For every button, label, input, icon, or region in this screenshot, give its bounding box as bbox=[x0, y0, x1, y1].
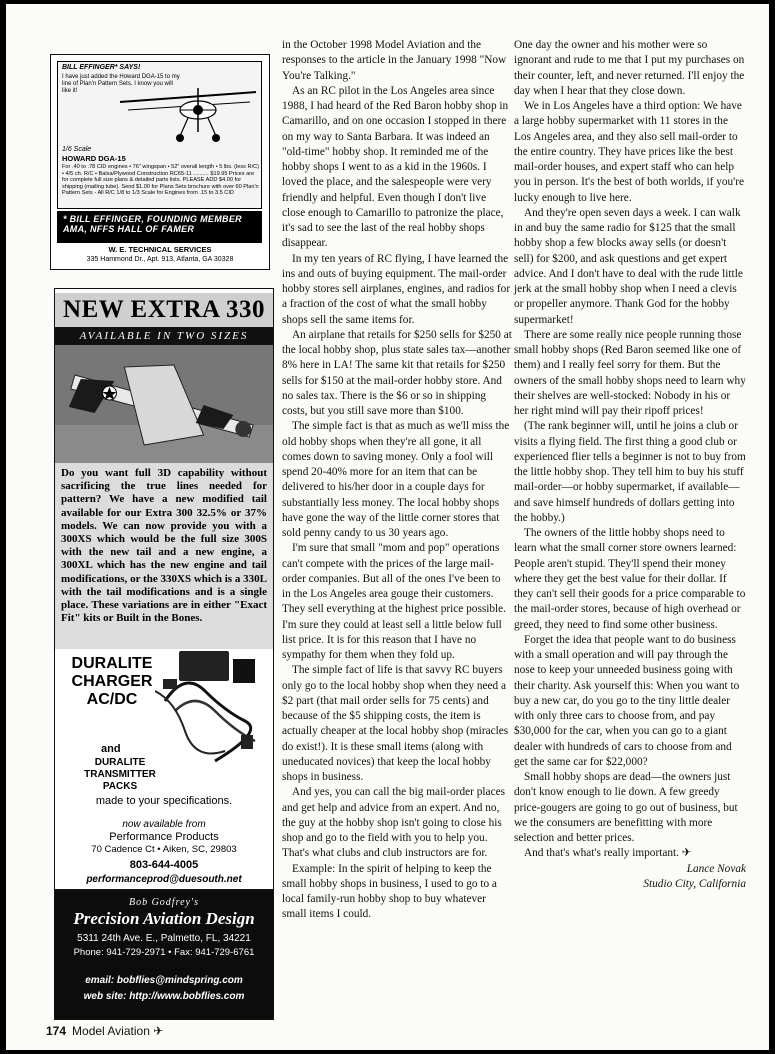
article-column-1 bbox=[282, 38, 512, 1006]
effinger-ad-panel bbox=[57, 61, 262, 209]
tx-line-2: TRANSMITTER bbox=[84, 769, 156, 780]
article-paragraph: As an RC pilot in the Los Angeles area since 1988, I had heard of the Red Baron hobby shop in Camarillo, and on one occasion I stopped in there on my way to Santa Barbara. It was indeed an "old-time" hobby shop. It reminded me of the hobby shops I went to as a kid in the 1960s. I loved the place, and the salespeople were very friendly and helpful. Even though I don't live close enough to Camarillo to patronize the place, it's sad to see the last of the real hobby shops disappear. bbox=[282, 84, 509, 250]
article-paragraph: (The rank beginner will, until he joins a club or visits a flying field. The first thing a good club or experienced flier tells a beginner is not to buy from the little hobby shop. They tell him to buy his stuff mail-order—or hobby supermarket, if available—and save himself hundreds of dollars getting into the hobby.) bbox=[514, 420, 746, 524]
godfrey-address: 5311 24th Ave. E., Palmetto, FL, 34221 bbox=[77, 933, 251, 944]
performance-address: 70 Cadence Ct • Aiken, SC, 29803 bbox=[91, 844, 237, 855]
performance-email: performanceprod@duesouth.net bbox=[86, 874, 242, 885]
extra-330-ad bbox=[54, 288, 274, 890]
godfrey-title: Precision Aviation Design bbox=[73, 909, 255, 928]
article-paragraph: There are some really nice people running those small hobby shops (Red Baron seemed like one of them) and I really feel sorry for them. But the owners of the small hobby shops need to learn why their shelves are well-stocked: Nobody in his or her right mind will pay their ripoff prices! bbox=[514, 328, 746, 417]
transmitter-packs-heading bbox=[75, 757, 165, 793]
effinger-header: BILL EFFINGER* SAYS! bbox=[62, 64, 141, 71]
author-name: Lance Novak bbox=[686, 862, 746, 875]
article-paragraph: Forget the idea that people want to do business with a small operation and will pay through the nose to keep your unneeded business going with their charity. Ask yourself this: When you want to buy a new car, do you go to the tiny little dealer with only three cars to choose from, and pay $30,000 for the car, when you can go to a giant dealer with hundreds of cars to choose from and get the same car for $22,000? bbox=[514, 633, 740, 768]
effinger-specs: For .40 to .78 CID engines • 76" wingspan • 52" overall length • 5 lbs. (less R/C) • 4/5 ch. R/C • Balsa/Plywood Construction RC65-11 .......... $19.95 Prices are for complete full size plans & detailed parts lists. PLEASE ADD $4.00 for shipping (mailing tube). Send $1.00 for Plans Sets brochure with over 60 Plan'n Pattern Sets - All R/C 1/8 to 1/3 Scale for Engines from .15 to 3.5 CID bbox=[62, 164, 260, 197]
effinger-ad bbox=[50, 54, 270, 270]
tx-line-1: DURALITE bbox=[94, 757, 146, 768]
article-paragraph: An airplane that retails for $250 sells for $250 at the local hobby shop, plus state sales tax—another 8% here in LA! The same kit that retails for $250 sells for $150 at the mail-order hobby store. And no sales tax. There is the $6 or so in shipping costs, but you still save more than $100. bbox=[282, 328, 512, 417]
godfrey-email: email: bobflies@mindspring.com bbox=[85, 975, 243, 986]
article-paragraph: Example: In the spirit of helping to keep the small hobby shops in business, I used to go to a local family-run hobby shop to buy whatever small items I could. bbox=[282, 862, 497, 921]
godfrey-name: Bob Godfrey's bbox=[128, 897, 200, 908]
duralite-line-1: DURALITE bbox=[71, 655, 153, 672]
article-paragraph: in the October 1998 Model Aviation and the responses to the article in the January 1998 "Now You're Talking." bbox=[282, 39, 507, 82]
effinger-band: * BILL EFFINGER, FOUNDING MEMBER AMA, NFFS HALL OF FAMER bbox=[57, 211, 262, 243]
article-paragraph: And yes, you can call the big mail-order places and get help and advice from an expert. And no, the guy at the hobby shop isn't going to close his shop and go to the field with you to help you. That's what clubs and club instructors are for. bbox=[282, 786, 505, 860]
charger-photo bbox=[155, 651, 273, 771]
article-paragraph: One day the owner and his mother were so ignorant and rude to me that I put my purchases on their counter, left, and never returned. I'll enjoy the day when I hear that they close down. bbox=[514, 39, 745, 97]
article-paragraph: And they're open seven days a week. I can walk in and buy the same radio for $125 that the small hobby shop a few blocks away sells (or doesn't sell) for $200, and ask questions and get expert advice. And I don't have to deal with the rude little jerk at the small hobby shop when I need a clevis or propeller anymore. Thank God for the hobby supermarket! bbox=[514, 206, 743, 326]
godfrey-phone: Phone: 941-729-2971 • Fax: 941-729-6761 bbox=[73, 947, 255, 958]
duralite-charger-heading bbox=[63, 655, 161, 709]
performance-phone: 803-644-4005 bbox=[129, 859, 199, 871]
duralite-line-2: CHARGER bbox=[71, 673, 153, 690]
magazine-name: Model Aviation ✈ bbox=[72, 1024, 164, 1038]
article-paragraph: I'm sure that small "mom and pop" operations can't compete with the prices of the large mail-order companies. But all of the ones I've been to in the Los Angeles area gouge their customers. They sell everything at the highest price possible. I'm sure they could at least sell a little below full list price. It is for this reason that I have no sympathy for them when they fold up. bbox=[282, 542, 506, 661]
extra-ad-subtitle: AVAILABLE IN TWO SIZES bbox=[55, 327, 273, 345]
author-location: Studio City, California bbox=[643, 877, 746, 890]
magazine-page bbox=[6, 4, 769, 1050]
now-available: now available from bbox=[122, 819, 206, 830]
article-paragraph: The simple fact of life is that savvy RC buyers only go to the local hobby shop when they need a $2 part (that mail order sells for 75 cents) and because of the $5 shipping costs, the item is actually cheaper at the local hobby shop (miracles do exist!). It is these small items (along with uneducated novices) that keep the local hobby shops in business. bbox=[282, 664, 509, 783]
article-paragraph: The owners of the little hobby shops need to learn what the small corner store owners learned: People aren't stupid. They'll spend their money where they get the best value for their dollar. If they can't sell their goods for a price comparable to the mail-order stores, because of high overhead or greed, they need to find some other business. bbox=[514, 527, 746, 631]
godfrey-ad bbox=[54, 890, 274, 1020]
performance-products: Performance Products bbox=[109, 831, 219, 843]
article-paragraph: Small hobby shops are dead—the owners just don't know enough to lie down. A few greedy price-gougers are going to go out of business, but we the consumers are benefitting with more selection and better prices. bbox=[514, 771, 738, 844]
page-number: 174 bbox=[46, 1024, 67, 1038]
article-paragraph: The simple fact is that as much as we'll miss the old hobby shops when they're all gone, it all comes down to saving money. Only a fool will spend 20-40% more for an item that can be delivered to his/her door in a couple days for substantially less money. The local hobby shops have gone the way of the little corner stores that sold penny candy to us 30 years ago. bbox=[282, 420, 510, 539]
extra-ad-body: Do you want full 3D capability without sacrificing the true lines needed for pattern? We have a new modified tail available for our Extra 300 32.5% or 37% models. We can now provide you with a 300XS which would be the full size 300S with the new tail and a new engine, a 300XL which has the new engine and tail modifications, or the 330XS which is a 330L with the tail modifications and is a single place. These variations are in either "Exact Fit" kits or Built in the Bones. bbox=[55, 463, 273, 649]
article-paragraph: And that's what's really important. ✈ bbox=[524, 847, 692, 860]
effinger-scale: 1/6 Scale bbox=[62, 146, 92, 153]
godfrey-website: web site: http://www.bobflies.com bbox=[83, 991, 245, 1002]
made-to-spec: made to your specifications. bbox=[95, 795, 233, 807]
duralite-line-3: AC/DC bbox=[86, 691, 138, 708]
effinger-intro: I have just added the Howard DGA-15 to my line of Plan'n Pattern Sets. I know you will like it! bbox=[62, 74, 180, 94]
extra-ad-title: NEW EXTRA 330 bbox=[55, 293, 273, 327]
article-paragraph: In my ten years of RC flying, I have learned the ins and outs of buying equipment. The mail-order hobby stores sell airplanes, engines, and radios for a fraction of the cost of what the small hobby shops sell the same items for. bbox=[282, 252, 511, 326]
article-paragraph: We in Los Angeles have a third option: We have a large hobby supermarket with 11 stores in the Los Angeles area, and they also sell mail-order to the entire country. They have prices like the best mail-order houses, and expert staff who can help you in person. It's the best of both worlds, if you're lucky enough to live here. bbox=[514, 100, 744, 204]
article-column-2 bbox=[514, 38, 746, 1006]
extra-330-plane-photo bbox=[55, 345, 273, 463]
page-footer bbox=[46, 1024, 163, 1038]
and-label: and bbox=[101, 743, 121, 755]
biplane-drawing-icon bbox=[118, 80, 258, 150]
tx-line-3: PACKS bbox=[102, 781, 138, 792]
effinger-company: W. E. TECHNICAL SERVICES bbox=[108, 245, 212, 254]
effinger-address: 335 Hammond Dr., Apt. 913, Atlanta, GA 30328 bbox=[86, 256, 234, 263]
effinger-model: HOWARD DGA-15 bbox=[62, 154, 126, 163]
